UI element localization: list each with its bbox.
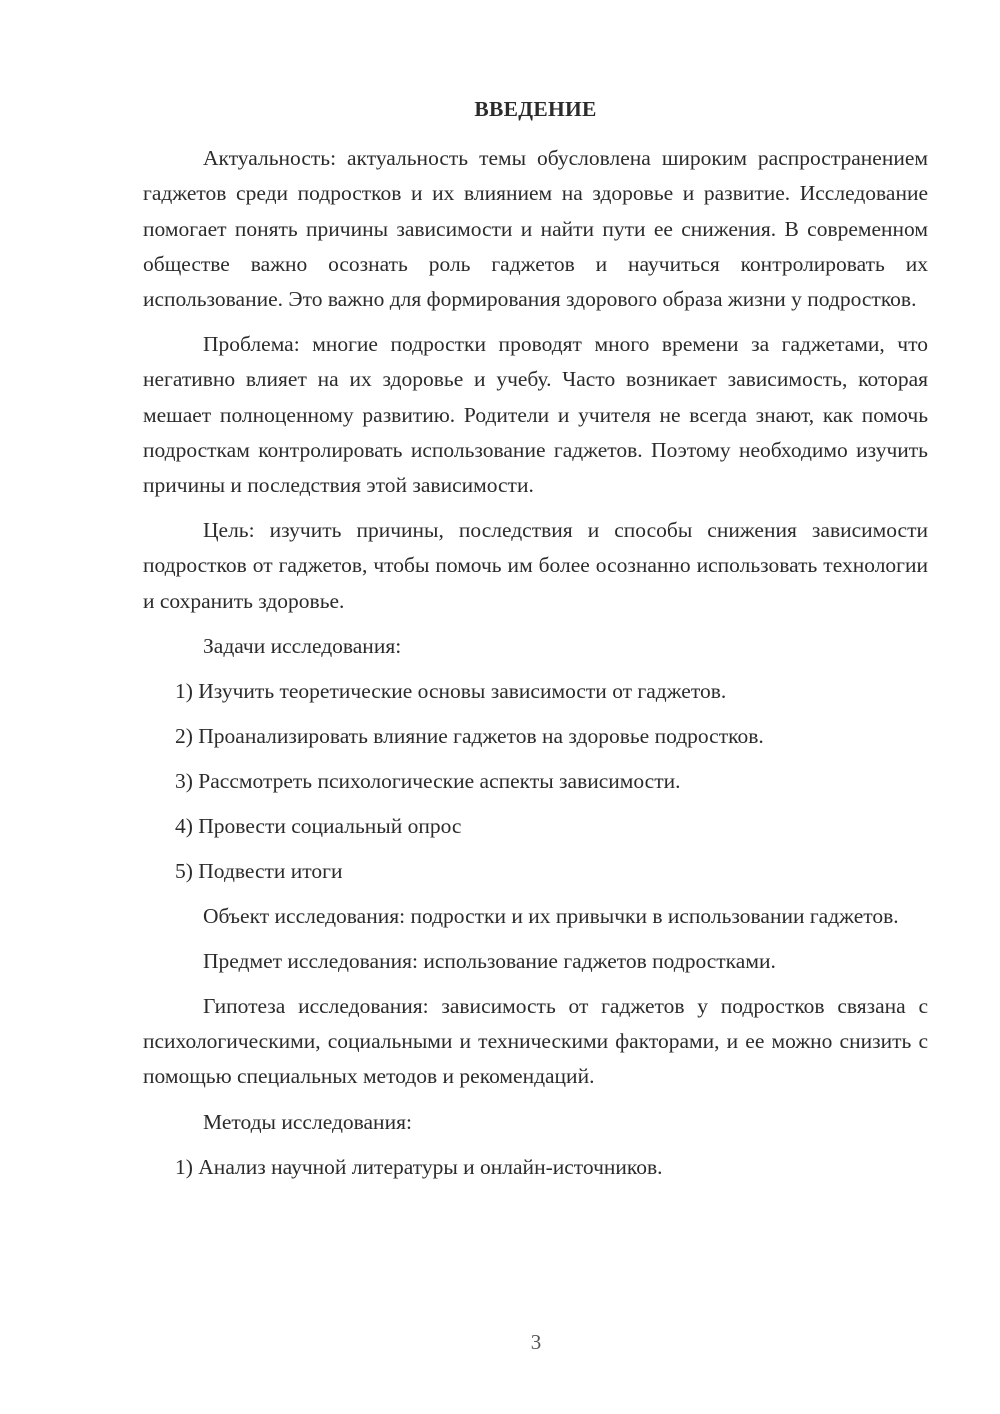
methods-list [143, 1150, 928, 1185]
object-paragraph: Объект исследования: подростки и их привычки в использовании гаджетов. [203, 903, 899, 928]
tasks-list [143, 674, 928, 889]
document-page [143, 92, 928, 1195]
methods-heading: Методы исследования: [203, 1109, 412, 1134]
list-item: 1) Анализ научной литературы и онлайн-источников. [175, 1154, 663, 1179]
problem-paragraph: Проблема: многие подростки проводят много времени за гаджетами, что негативно влияет на их здоровье и учебу. Часто возникает зависимость, которая мешает полноценному развитию. Родители и учителя не всегда знают, как помочь подросткам контролировать использование гаджетов. Поэтому необходимо изучить причины и последствия этой зависимости. [143, 332, 928, 498]
list-item: 1) Изучить теоретические основы зависимости от гаджетов. [175, 679, 727, 704]
list-item: 5) Подвести итоги [175, 858, 343, 883]
subject-paragraph: Предмет исследования: использование гаджетов подростками. [203, 948, 776, 973]
list-item: 2) Проанализировать влияние гаджетов на здоровье подростков. [175, 723, 764, 748]
goal-paragraph: Цель: изучить причины, последствия и способы снижения зависимости подростков от гаджетов, чтобы помочь им более осознанно использовать технологии и сохранить здоровье. [143, 518, 928, 613]
relevance-paragraph: Актуальность: актуальность темы обусловлена широким распространением гаджетов среди подростков и их влиянием на здоровье и развитие. Исследование помогает понять причины зависимости и найти пути ее снижения. В современном обществе важно осознать роль гаджетов и научиться контролировать их использование. Это важно для формирования здорового образа жизни у подростков. [143, 146, 928, 312]
page-number: 3 [530, 1330, 542, 1354]
page-title: ВВЕДЕНИЕ [474, 97, 597, 121]
list-item: 3) Рассмотреть психологические аспекты зависимости. [175, 768, 681, 793]
tasks-heading: Задачи исследования: [203, 633, 402, 658]
hypothesis-paragraph: Гипотеза исследования: зависимость от гаджетов у подростков связана с психологическими, социальными и техническими факторами, и ее можно снизить с помощью специальных методов и рекомендаций. [143, 993, 928, 1089]
list-item: 4) Провести социальный опрос [175, 813, 462, 838]
